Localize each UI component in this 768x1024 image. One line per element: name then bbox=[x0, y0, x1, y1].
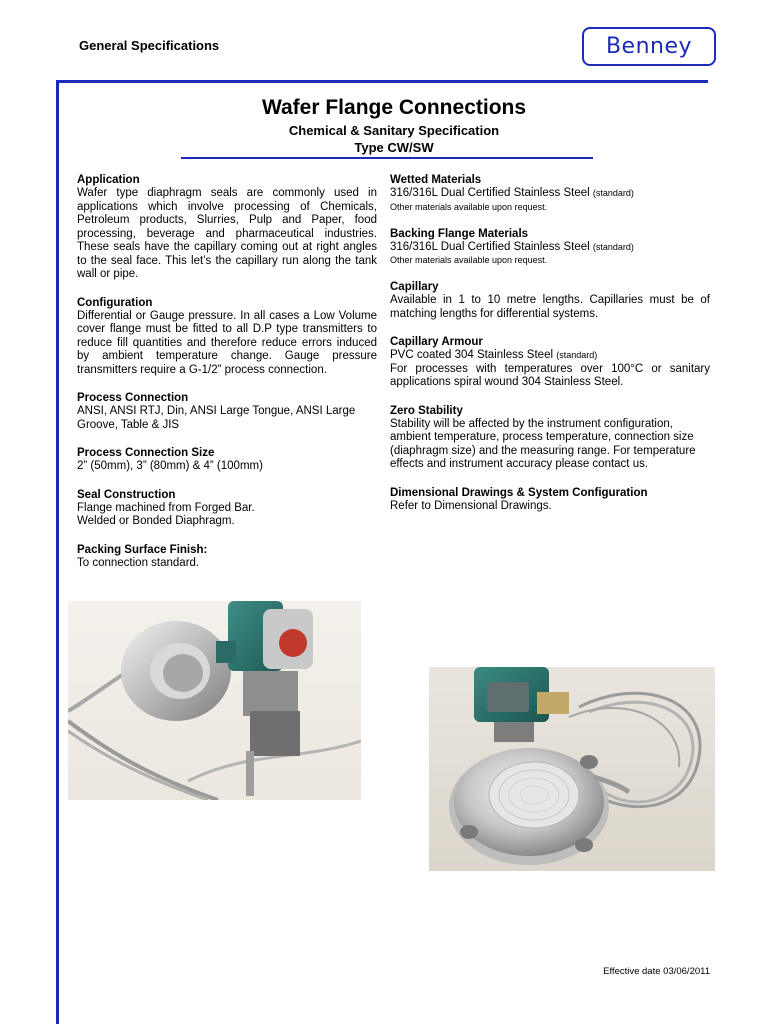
seal-construction-line1: Flange machined from Forged Bar. bbox=[77, 501, 255, 514]
transmitter-illustration bbox=[68, 601, 361, 800]
backing-body: 316/316L Dual Certified Stainless Steel bbox=[390, 240, 590, 253]
packing-section bbox=[77, 543, 377, 571]
wetted-tag: (standard) bbox=[592, 188, 634, 198]
process-connection-body: ANSI, ANSI RTJ, Din, ANSI Large Tongue, ANSI Large Groove, Table & JIS bbox=[77, 405, 356, 431]
application-section bbox=[77, 173, 377, 282]
process-connection-size-section bbox=[77, 446, 377, 474]
configuration-section bbox=[77, 296, 377, 378]
left-column bbox=[77, 173, 377, 584]
drawings-section bbox=[390, 486, 710, 514]
capillary-heading: Capillary bbox=[390, 281, 439, 293]
top-rule bbox=[56, 80, 708, 83]
configuration-body: Differential or Gauge pressure. In all cases a Low Volume cover flange must be fitted to all D.P type transmitters to reduce fill quantities and therefore reduce errors induced by ambient temperature change. Gauge pressure transmitters require a G-1/2” process connection. bbox=[77, 309, 377, 376]
zero-stability-section bbox=[390, 404, 710, 472]
process-connection-heading: Process Connection bbox=[77, 392, 189, 404]
process-connection-section bbox=[77, 391, 377, 432]
armour-heading: Capillary Armour bbox=[390, 336, 483, 348]
wetted-body: 316/316L Dual Certified Stainless Steel bbox=[390, 187, 590, 199]
document-subtitle: Chemical & Sanitary Specification bbox=[288, 123, 500, 138]
document-type: Type CW/SW bbox=[354, 140, 434, 155]
configuration-heading: Configuration bbox=[77, 296, 153, 309]
title-rule bbox=[181, 157, 593, 159]
process-connection-size-heading: Process Connection Size bbox=[77, 447, 215, 459]
armour-tag: (standard) bbox=[556, 350, 598, 360]
drawings-body: Refer to Dimensional Drawings. bbox=[390, 499, 552, 512]
right-column bbox=[390, 173, 710, 527]
application-heading: Application bbox=[77, 174, 140, 186]
zero-stability-body: Stability will be affected by the instrument configuration, ambient temperature, process temperature, connection size (diaphragm size) and the measuring range. For temperature effects and instrument accuracy please contact us. bbox=[390, 417, 696, 470]
effective-date: Effective date 03/06/2011 bbox=[603, 966, 710, 977]
capillary-body: Available in 1 to 10 metre lengths. Capillaries must be of matching lengths for differential systems. bbox=[390, 294, 710, 320]
backing-note: Other materials available upon request. bbox=[390, 255, 548, 265]
process-connection-size-body: 2” (50mm), 3” (80mm) & 4” (100mm) bbox=[77, 460, 263, 472]
armour-body: PVC coated 304 Stainless Steel bbox=[390, 349, 554, 361]
packing-heading: Packing Surface Finish: bbox=[77, 543, 208, 556]
benney-logo bbox=[582, 27, 716, 66]
seal-construction-section bbox=[77, 488, 377, 529]
product-photo-flange bbox=[429, 667, 715, 871]
backing-heading: Backing Flange Materials bbox=[390, 227, 529, 240]
wetted-section bbox=[390, 173, 710, 213]
left-rule bbox=[56, 80, 59, 1024]
wetted-note: Other materials available upon request. bbox=[390, 201, 548, 212]
capillary-section bbox=[390, 280, 710, 321]
armour-body2: For processes with temperatures over 100°C or sanitary applications spiral wound 304 Stainless Steel. bbox=[390, 362, 710, 388]
backing-section bbox=[390, 227, 710, 267]
section-title: General Specifications bbox=[79, 38, 220, 53]
backing-tag: (standard) bbox=[592, 241, 634, 252]
document-title: Wafer Flange Connections bbox=[261, 96, 527, 119]
zero-stability-heading: Zero Stability bbox=[390, 404, 463, 417]
drawings-heading: Dimensional Drawings & System Configuration bbox=[390, 486, 648, 499]
logo-text: Benney bbox=[605, 34, 693, 59]
flange-illustration bbox=[429, 667, 715, 871]
wetted-heading: Wetted Materials bbox=[390, 174, 482, 186]
application-body: Wafer type diaphragm seals are commonly used in applications which involve processing of Chemicals, Petroleum products, Slurries, Pulp and Paper, food processing, beverage and pharmaceutical industries. These seals have the capillary coming out at right angles to the seal face. This let’s the capillary run along the tank wall or pipe. bbox=[77, 187, 377, 280]
seal-construction-line2: Welded or Bonded Diaphragm. bbox=[77, 515, 235, 527]
packing-body: To connection standard. bbox=[77, 556, 200, 569]
product-photo-transmitter bbox=[68, 601, 361, 800]
seal-construction-heading: Seal Construction bbox=[77, 488, 176, 501]
armour-section bbox=[390, 335, 710, 390]
